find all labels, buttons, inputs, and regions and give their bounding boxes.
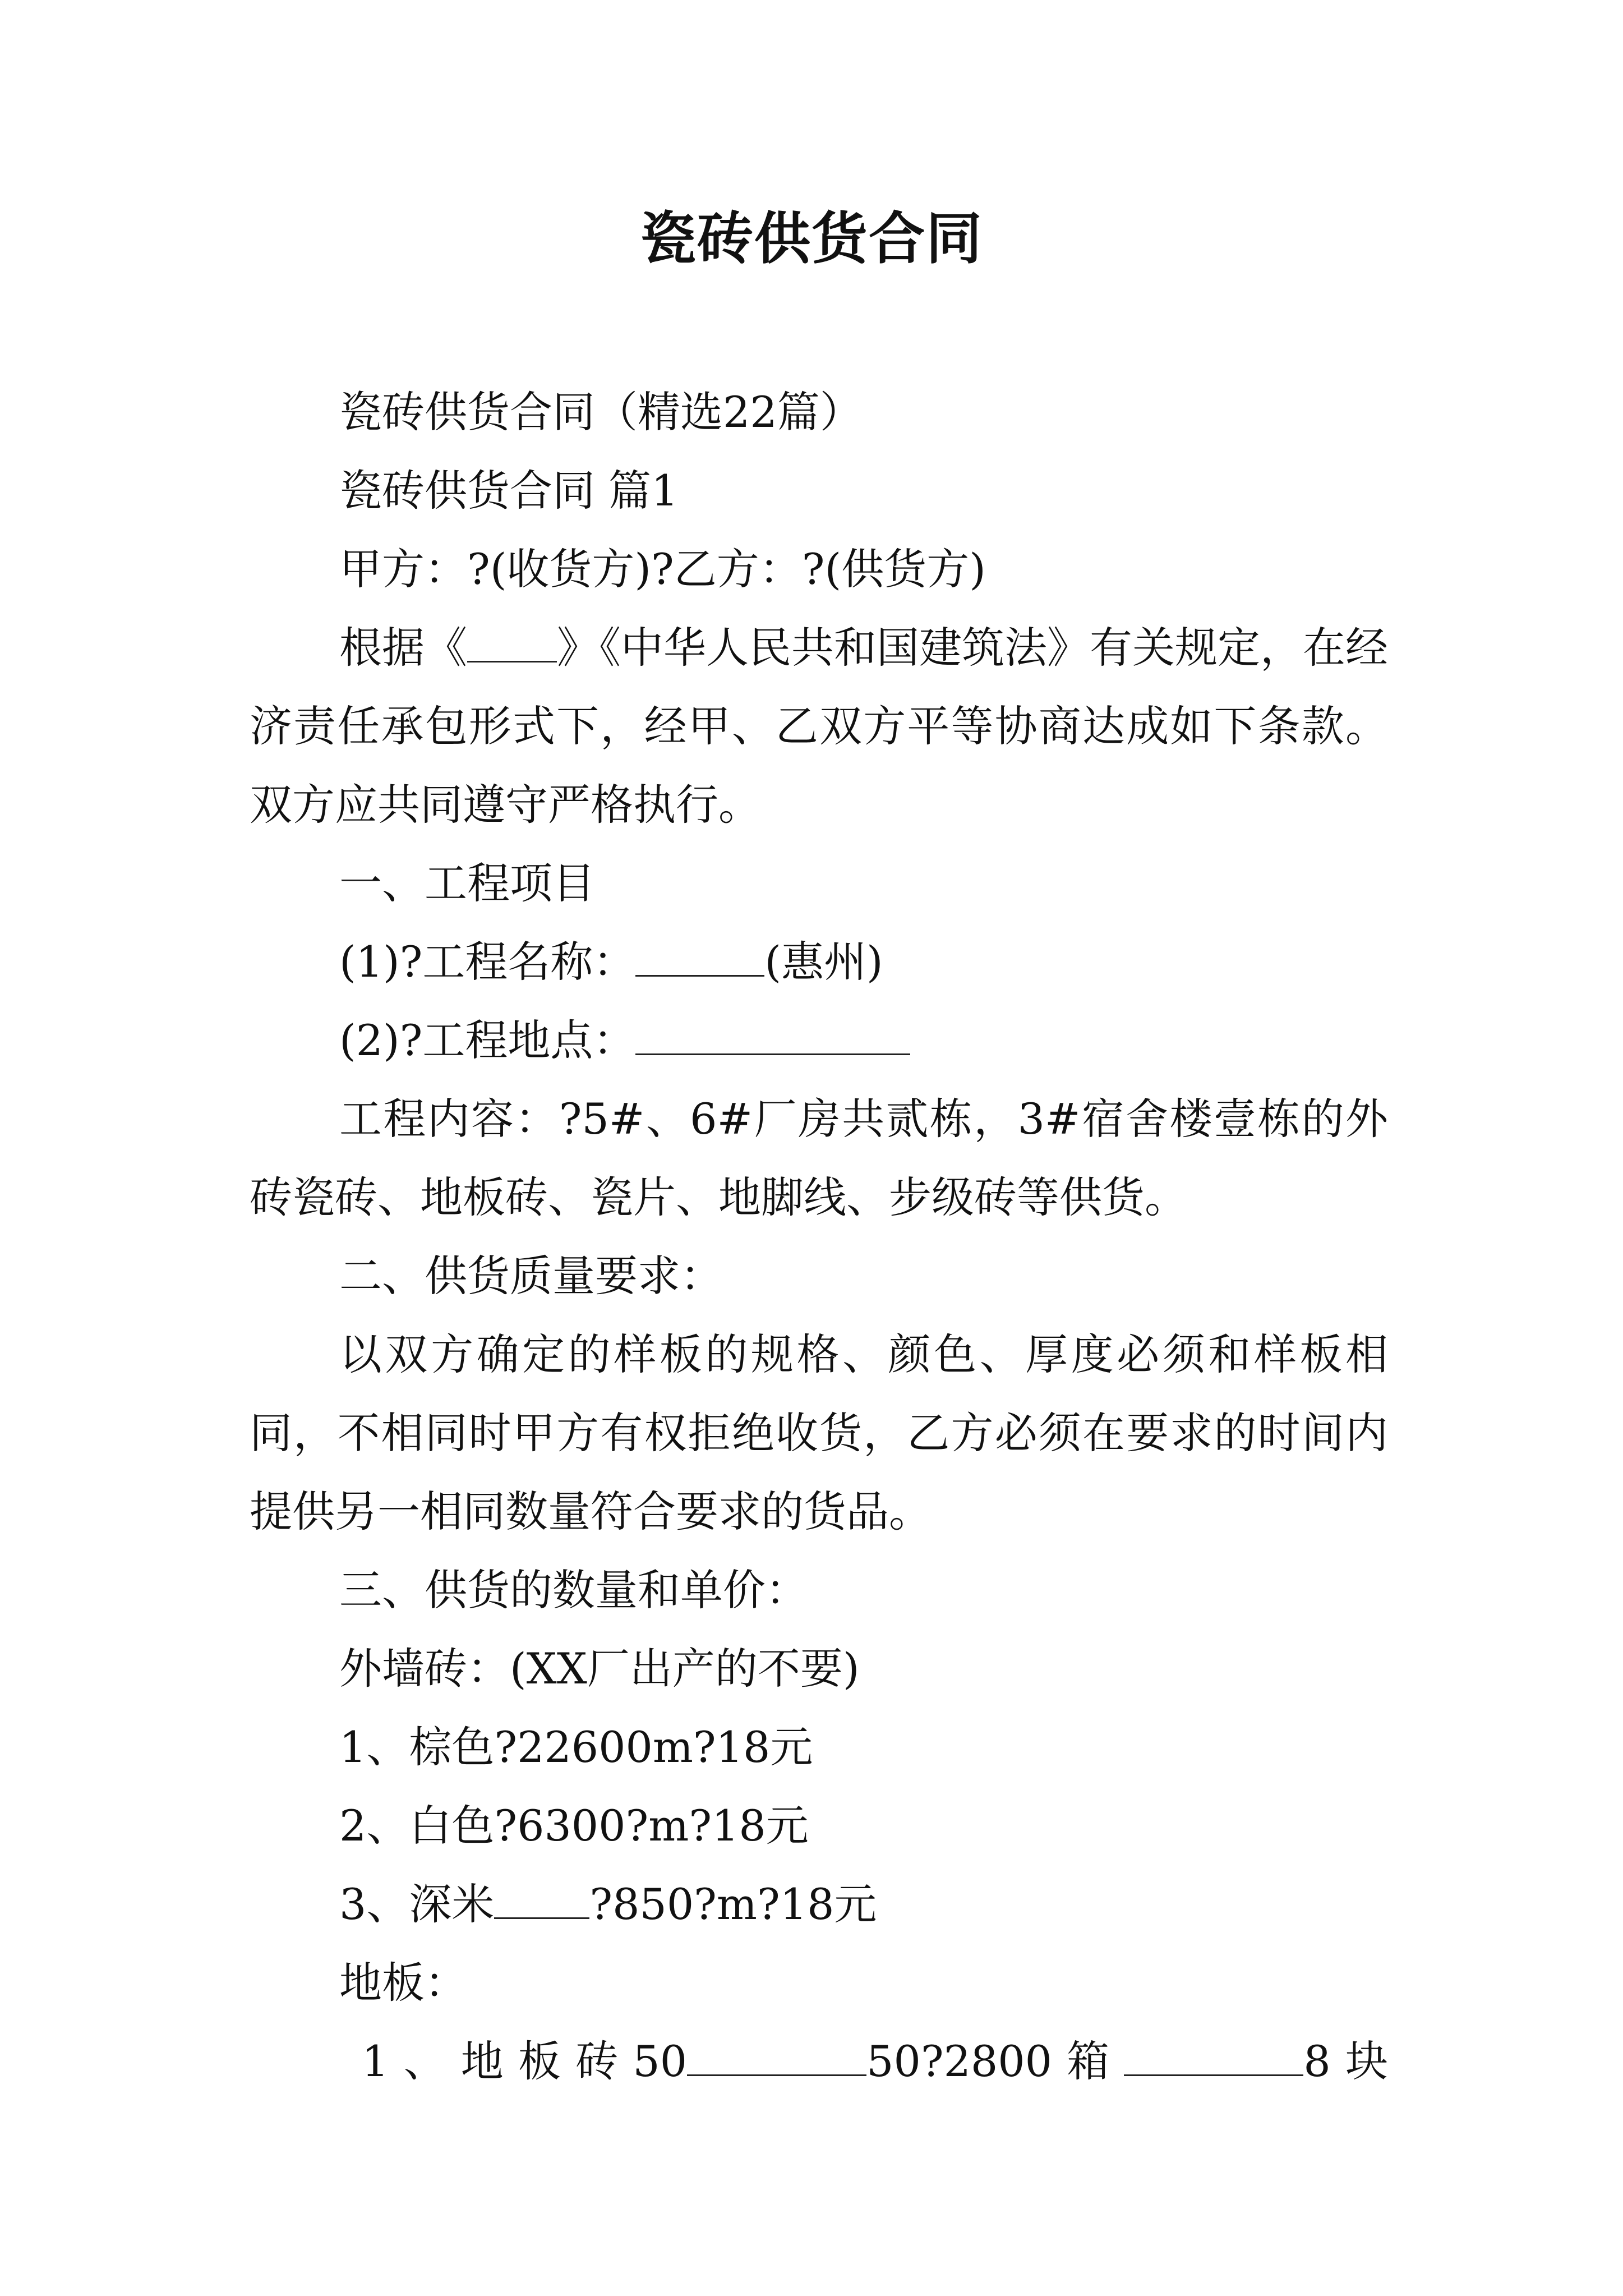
- wall-item-3-a: 3、深米: [339, 1879, 495, 1929]
- project-content: 工程内容：?5#、6#厂房共贰栋，3#宿舍楼壹栋的外砖瓷砖、地板砖、瓷片、地脚线、步级砖等供货。: [250, 1094, 1388, 1222]
- parties-line: 甲方：?(收货方)?乙方：?(供货方): [339, 544, 986, 594]
- project-name-label: (1)?工程名称：: [339, 937, 636, 987]
- blank-field: [635, 1013, 910, 1055]
- intro-text-b: 》《中华人民共和国建筑法》有关规定，在经济责任承包形式下，经甲、乙双方平等协商达成如下条款。双方应共同遵守严格执行。: [250, 623, 1388, 830]
- intro-paragraph: [250, 609, 1388, 844]
- floor-item-1-b: 50?2800箱: [866, 2036, 1124, 2086]
- document-body: [250, 373, 1388, 2101]
- wall-tile-line: 外墙砖：(XX厂出产的不要): [339, 1644, 860, 1694]
- heading-quality: 二、供货质量要求：: [339, 1251, 723, 1301]
- heading-project: 一、工程项目: [339, 858, 595, 908]
- floor-item-1-a: 1、地板砖50: [362, 2036, 688, 2086]
- wall-item-3: [250, 1865, 1388, 1944]
- floor-heading: 地板：: [339, 1958, 467, 2008]
- wall-item-2: 2、白色?6300?m?18元: [339, 1801, 809, 1851]
- quality-paragraph: 以双方确定的样板的规格、颜色、厚度必须和样板相同，不相同时甲方有权拒绝收货，乙方必须在要求的时间内提供另一相同数量符合要求的货品。: [250, 1329, 1388, 1536]
- document-title: 瓷砖供货合同: [640, 205, 983, 272]
- intro-text-a: 根据《: [339, 623, 467, 673]
- project-name-line: [250, 923, 1388, 1001]
- wall-item-1: 1、棕色?22600m?18元: [339, 1722, 813, 1772]
- wall-item-3-b: ?850?m?18元: [589, 1879, 877, 1929]
- blank-field: [1124, 2034, 1303, 2076]
- section-heading: 瓷砖供货合同 篇1: [339, 466, 679, 516]
- heading-quantity: 三、供货的数量和单价：: [339, 1565, 808, 1615]
- floor-item-1-c: 8块: [1303, 2036, 1388, 2086]
- blank-field: [467, 620, 557, 662]
- project-name-note: (惠州): [764, 937, 883, 987]
- blank-field: [635, 935, 764, 977]
- subtitle: 瓷砖供货合同（精选22篇）: [339, 387, 863, 437]
- blank-field: [494, 1877, 589, 1919]
- project-site-line: [250, 1001, 1388, 1080]
- blank-field: [687, 2034, 866, 2076]
- project-site-label: (2)?工程地点：: [339, 1015, 636, 1065]
- floor-item-1: [250, 2022, 1388, 2101]
